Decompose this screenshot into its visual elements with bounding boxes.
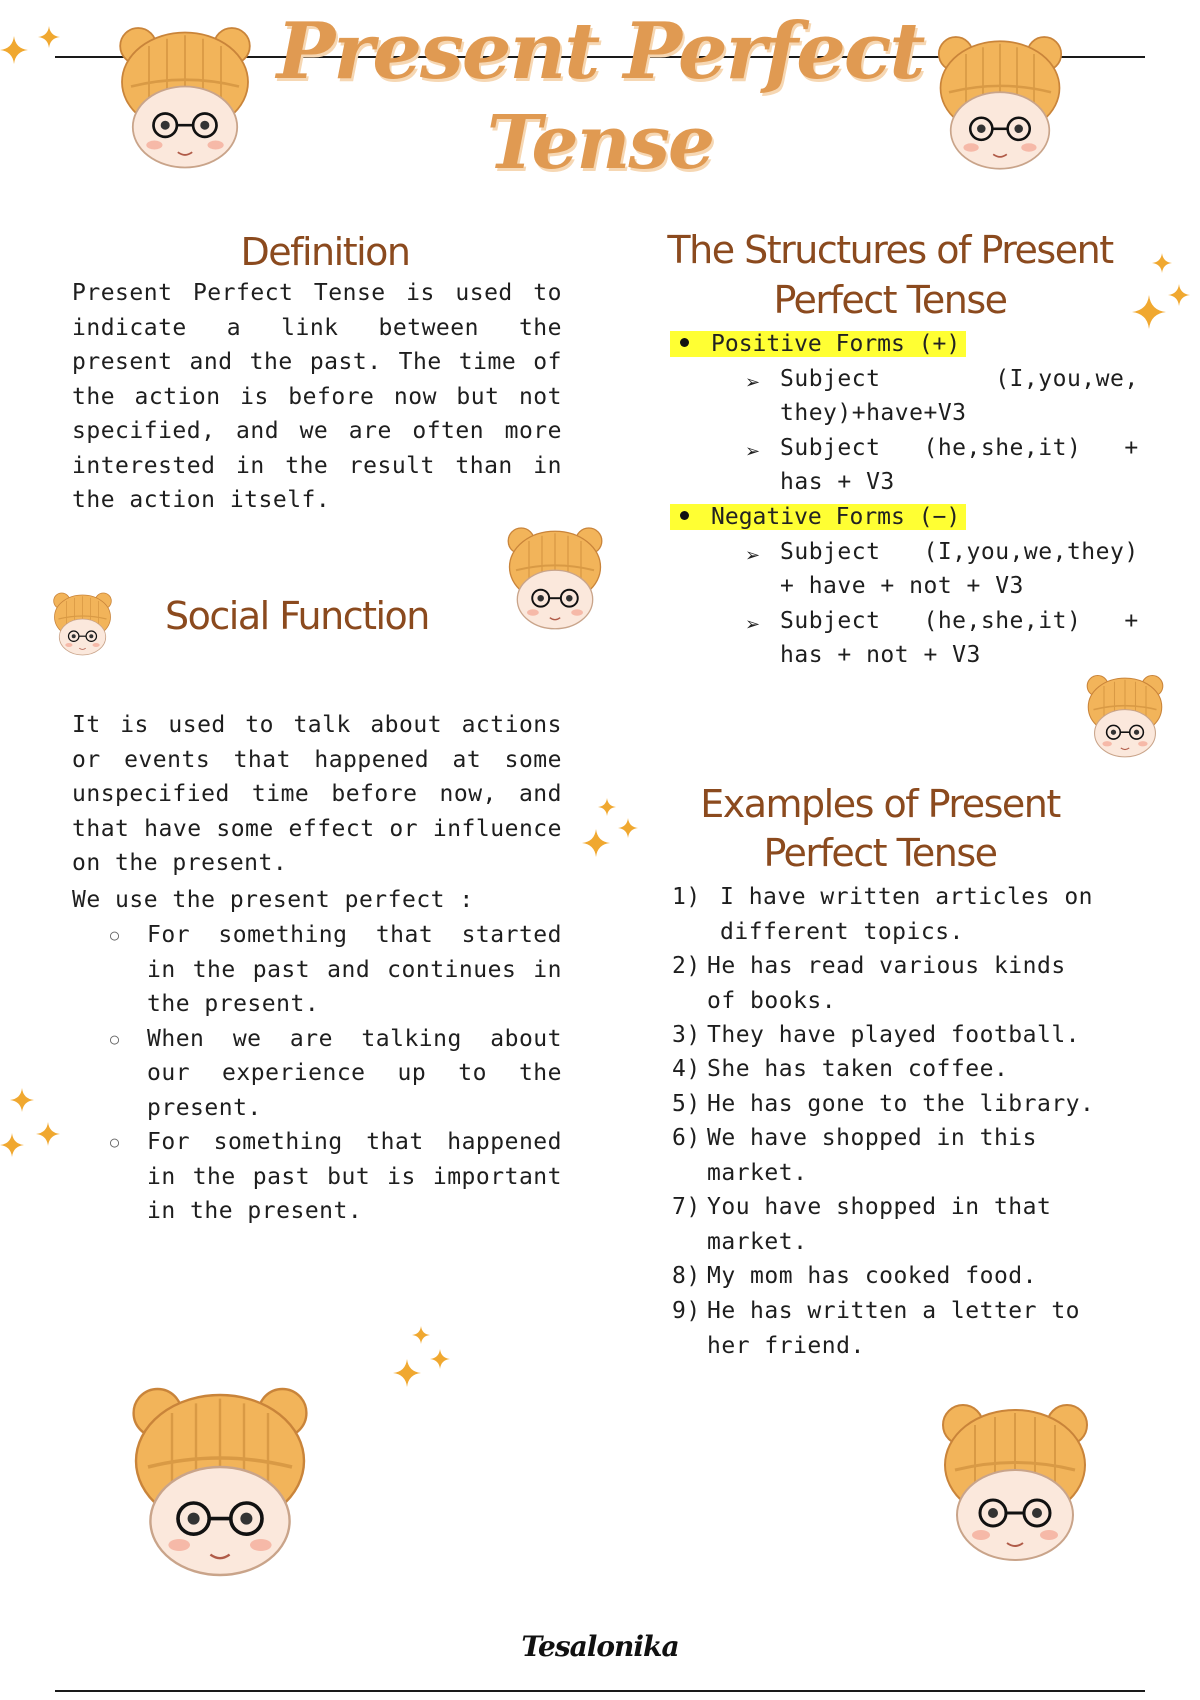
arrow-bullet-icon: ➢	[745, 372, 761, 393]
positive-forms-label: Positive Forms (+)	[670, 327, 966, 362]
sparkle-icon	[0, 1125, 24, 1165]
list-item: ○ For something that happened in the past but is important in the present.	[72, 1125, 562, 1229]
sparkle-icon	[10, 1085, 34, 1115]
chibi-character-illustration	[1065, 665, 1185, 770]
negative-form-1-line1: Subject (I,you,we,they)	[780, 539, 1139, 565]
social-function-intro: It is used to talk about actions or events that happened at some unspecified time before now, and that have some effect or influence on the present.	[72, 712, 562, 876]
chibi-character-illustration	[915, 20, 1085, 190]
arrow-bullet-icon: ➢	[745, 441, 761, 462]
chibi-character-illustration	[85, 1365, 355, 1605]
positive-form-1-line1: Subject (I,you,we,	[780, 366, 1139, 392]
sparkle-icon	[38, 22, 60, 52]
examples-heading-line2: Perfect Tense	[763, 831, 997, 875]
social-function-heading: Social Function	[165, 594, 429, 638]
list-item: ○ For something that started in the past and continues in the present.	[72, 918, 562, 1022]
chibi-character-illustration	[915, 1370, 1115, 1600]
positive-form-1-line2: they)+have+V3	[780, 400, 967, 426]
arrow-bullet-icon: ➢	[745, 614, 761, 635]
positive-form-2-line2: has + V3	[780, 469, 895, 495]
bottom-rule	[55, 1690, 1145, 1692]
definition-text: Present Perfect Tense is used to indicate a link between the present and the past. The time of the action is before now but not specified, and we are often more interested in the result than in the action itself.	[72, 280, 562, 513]
examples-heading-line1: Examples of Present	[700, 782, 1060, 826]
negative-forms-label: Negative Forms (−)	[670, 500, 966, 535]
definition-heading: Definition	[240, 230, 410, 274]
sparkle-icon	[1168, 280, 1190, 310]
chibi-character-illustration	[95, 10, 275, 190]
positive-form-2-line1: Subject (he,she,it) +	[780, 435, 1139, 461]
author-signature: Tesalonika	[521, 1630, 679, 1663]
page-title-line2: Tense	[486, 100, 714, 186]
chibi-character-illustration	[490, 505, 620, 655]
sparkle-icon	[0, 30, 28, 70]
list-item: ○ When we are talking about our experience up to the present.	[72, 1022, 562, 1126]
sparkle-icon	[36, 1118, 60, 1150]
sparkle-icon	[598, 795, 616, 819]
structures-heading-line2: Perfect Tense	[773, 278, 1007, 322]
sparkle-icon	[393, 1355, 421, 1391]
arrow-bullet-icon: ➢	[745, 545, 761, 566]
sparkle-icon	[582, 825, 610, 861]
negative-form-1-line2: + have + not + V3	[780, 573, 1024, 599]
negative-form-2-line2: has + not + V3	[780, 642, 981, 668]
negative-form-2-line1: Subject (he,she,it) +	[780, 608, 1139, 634]
page-title-line1: Present Perfect	[276, 6, 924, 97]
sparkle-icon	[430, 1345, 450, 1373]
chibi-character-illustration	[35, 585, 130, 665]
sparkle-icon	[412, 1323, 430, 1347]
structures-heading-line1: The Structures of Present	[667, 228, 1113, 272]
social-function-lead: We use the present perfect :	[72, 887, 474, 913]
social-function-list	[72, 918, 562, 1229]
